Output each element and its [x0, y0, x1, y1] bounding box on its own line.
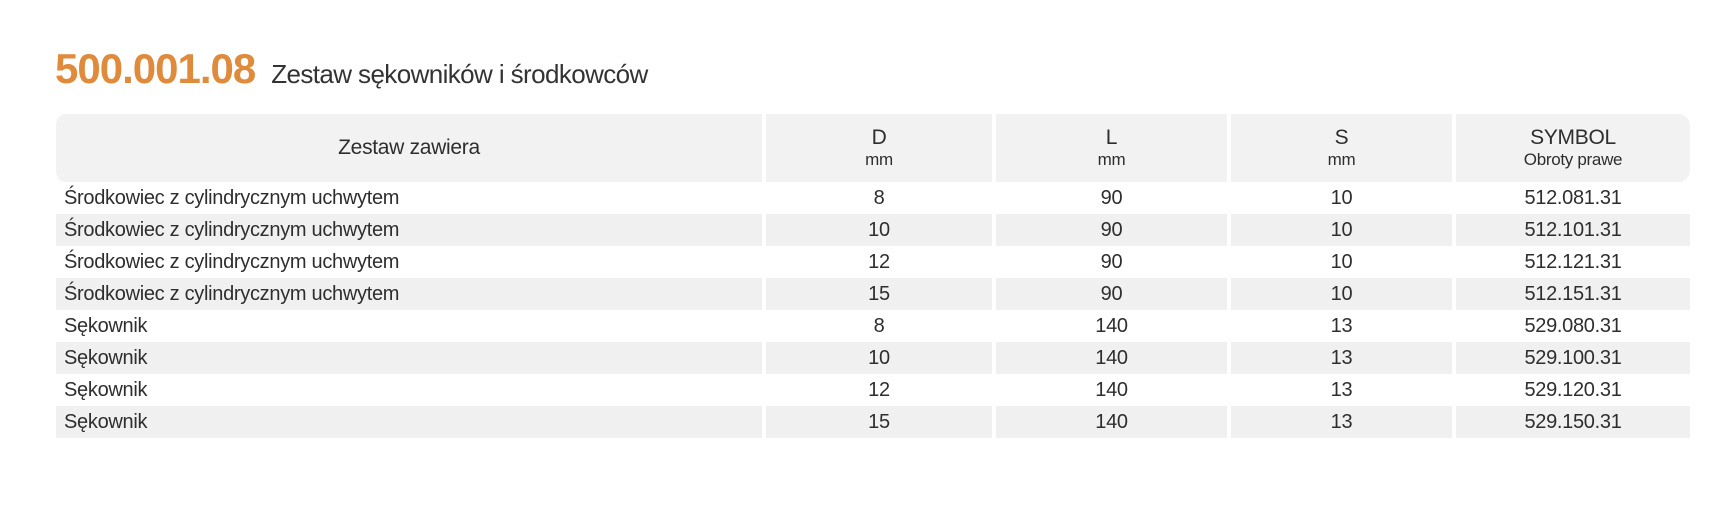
cell-symbol: 529.150.31 [1456, 406, 1690, 438]
cell-d: 8 [766, 310, 992, 342]
cell-s: 13 [1231, 310, 1452, 342]
cell-symbol: 512.151.31 [1456, 278, 1690, 310]
cell-s: 10 [1231, 182, 1452, 214]
cell-symbol: 529.080.31 [1456, 310, 1690, 342]
cell-l: 140 [996, 406, 1227, 438]
cell-name: Sękownik [56, 406, 762, 438]
cell-name: Sękownik [56, 310, 762, 342]
cell-name: Środkowiec z cylindrycznym uchwytem [56, 278, 762, 310]
cell-name: Środkowiec z cylindrycznym uchwytem [56, 182, 762, 214]
column-header-s [1231, 114, 1452, 182]
cell-symbol: 512.121.31 [1456, 246, 1690, 278]
cell-d: 15 [766, 278, 992, 310]
cell-symbol: 512.081.31 [1456, 182, 1690, 214]
product-table [56, 114, 1690, 438]
cell-s: 13 [1231, 374, 1452, 406]
cell-name: Sękownik [56, 374, 762, 406]
title-row [55, 45, 648, 92]
column-header-l-unit: mm [1097, 150, 1126, 170]
cell-d: 8 [766, 182, 992, 214]
cell-l: 90 [996, 182, 1227, 214]
cell-symbol: 529.100.31 [1456, 342, 1690, 374]
column-header-d [766, 114, 992, 182]
cell-name: Środkowiec z cylindrycznym uchwytem [56, 246, 762, 278]
cell-l: 140 [996, 342, 1227, 374]
cell-name: Sękownik [56, 342, 762, 374]
column-header-l [996, 114, 1227, 182]
column-header-s-label: S [1334, 126, 1349, 150]
column-header-name [56, 114, 762, 182]
cell-s: 10 [1231, 278, 1452, 310]
column-header-l-label: L [1105, 126, 1118, 150]
column-header-d-unit: mm [865, 150, 893, 170]
cell-l: 140 [996, 310, 1227, 342]
cell-d: 12 [766, 246, 992, 278]
product-code: 500.001.08 [55, 45, 256, 92]
cell-s: 13 [1231, 406, 1452, 438]
column-header-s-unit: mm [1327, 150, 1356, 170]
cell-symbol: 529.120.31 [1456, 374, 1690, 406]
cell-d: 10 [766, 214, 992, 246]
column-header-symbol-label: SYMBOL [1530, 126, 1616, 150]
column-header-d-label: D [871, 126, 887, 150]
cell-l: 90 [996, 214, 1227, 246]
cell-l: 140 [996, 374, 1227, 406]
cell-s: 10 [1231, 246, 1452, 278]
cell-s: 10 [1231, 214, 1452, 246]
cell-symbol: 512.101.31 [1456, 214, 1690, 246]
column-header-symbol [1456, 114, 1690, 182]
cell-d: 15 [766, 406, 992, 438]
page-title: Zestaw sękowników i środkowców [271, 59, 648, 89]
cell-d: 12 [766, 374, 992, 406]
cell-name: Środkowiec z cylindrycznym uchwytem [56, 214, 762, 246]
column-header-name-label: Zestaw zawiera [338, 135, 480, 159]
cell-d: 10 [766, 342, 992, 374]
column-header-symbol-sublabel: Obroty prawe [1523, 150, 1623, 170]
cell-s: 13 [1231, 342, 1452, 374]
cell-l: 90 [996, 246, 1227, 278]
cell-l: 90 [996, 278, 1227, 310]
